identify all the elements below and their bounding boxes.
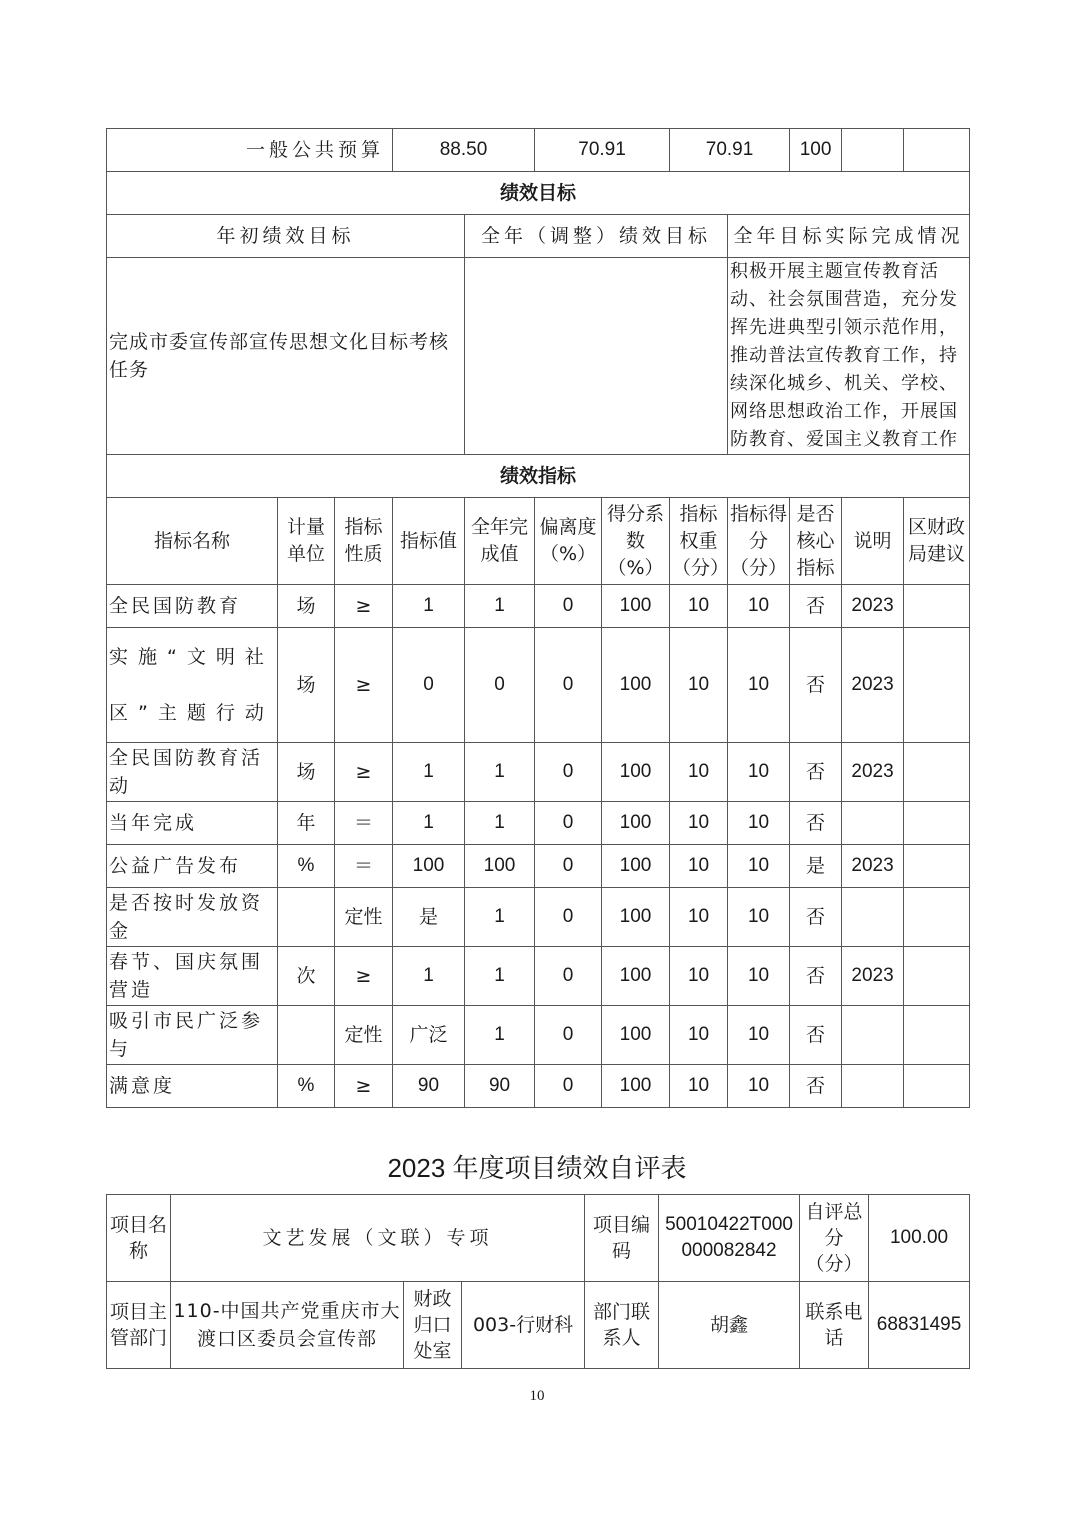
budget-value: 88.50: [393, 129, 535, 172]
indicator-cell: 0: [535, 802, 602, 845]
indicator-cell: 是: [790, 845, 842, 888]
indicator-cell: 年: [278, 802, 335, 845]
contact-label: 部门联系人: [585, 1282, 659, 1369]
indicator-cell: ＝: [335, 845, 393, 888]
indicator-cell: 0: [465, 628, 535, 743]
indicator-cell: [904, 743, 970, 802]
indicator-cell: 定性: [335, 888, 393, 947]
indicator-cell: [842, 802, 904, 845]
indicators-body: [107, 585, 970, 1108]
indicator-cell: 90: [465, 1065, 535, 1108]
indicator-cell: [278, 1006, 335, 1065]
indicator-cell: 2023: [842, 845, 904, 888]
indicator-name: 当年完成: [107, 802, 278, 845]
goals-header: 年初绩效目标: [107, 215, 465, 258]
goals-header: 全年目标实际完成情况: [728, 215, 970, 258]
indicator-cell: 100: [465, 845, 535, 888]
indicator-cell: 2023: [842, 628, 904, 743]
indicator-cell: 1: [465, 947, 535, 1006]
indicator-cell: [842, 1065, 904, 1108]
indicator-cell: ＝: [335, 802, 393, 845]
indicator-cell: 场: [278, 628, 335, 743]
indicator-cell: 100: [393, 845, 465, 888]
indicator-cell: 1: [465, 802, 535, 845]
self-score-label: 自评总分（分）: [800, 1195, 869, 1282]
indicator-cell: 0: [535, 1065, 602, 1108]
goals-header: 全年（调整）绩效目标: [465, 215, 728, 258]
indicator-cell: 10: [728, 845, 790, 888]
indicator-cell: [904, 585, 970, 628]
adjusted-goal: [465, 258, 728, 455]
project-info-table: [106, 1194, 970, 1369]
indicator-name: 吸引市民广泛参与: [107, 1006, 278, 1065]
budget-value: 70.91: [670, 129, 790, 172]
indicators-header-row: [107, 498, 970, 585]
indicator-cell: 10: [670, 1065, 728, 1108]
indicator-row: [107, 947, 970, 1006]
indicator-cell: [904, 1065, 970, 1108]
indicator-cell: 1: [393, 947, 465, 1006]
phone-label: 联系电话: [800, 1282, 869, 1369]
indicator-cell: 1: [393, 743, 465, 802]
indicator-name: 全民国防教育活动: [107, 743, 278, 802]
indicator-cell: 10: [670, 1006, 728, 1065]
indicator-header-cell: 指标性质: [335, 498, 393, 585]
indicator-cell: %: [278, 1065, 335, 1108]
indicator-cell: 否: [790, 888, 842, 947]
goals-section-title: 绩效目标: [107, 172, 970, 215]
actual-completion: 积极开展主题宣传教育活动、社会氛围营造，充分发挥先进典型引领示范作用，推动普法宣传教育工作，持续深化城乡、机关、学校、网络思想政治工作，开展国防教育、爱国主义教育工作: [728, 258, 970, 455]
indicator-header-cell: 偏离度（%）: [535, 498, 602, 585]
contact: 胡鑫: [659, 1282, 800, 1369]
indicator-cell: 否: [790, 585, 842, 628]
indicator-cell: 0: [535, 947, 602, 1006]
indicator-cell: 100: [602, 802, 670, 845]
indicator-cell: 0: [535, 585, 602, 628]
indicator-name: 是否按时发放资金: [107, 888, 278, 947]
budget-row: [107, 129, 970, 172]
performance-table: [106, 128, 970, 1108]
form-title: 2023 年度项目绩效自评表: [387, 1153, 687, 1183]
indicator-cell: ≥: [335, 628, 393, 743]
indicator-cell: 100: [602, 845, 670, 888]
indicator-cell: 10: [670, 628, 728, 743]
indicator-cell: 100: [602, 628, 670, 743]
finance-office-label: 财政归口处室: [404, 1282, 462, 1369]
indicator-name: 公益广告发布: [107, 845, 278, 888]
indicator-cell: 10: [670, 743, 728, 802]
indicator-row: [107, 1006, 970, 1065]
indicator-cell: 2023: [842, 743, 904, 802]
indicator-cell: 10: [728, 802, 790, 845]
indicator-cell: 10: [670, 802, 728, 845]
indicator-cell: 否: [790, 628, 842, 743]
indicator-cell: [278, 888, 335, 947]
indicator-cell: 0: [535, 845, 602, 888]
indicator-cell: [904, 845, 970, 888]
dept-label: 项目主管部门: [107, 1282, 171, 1369]
indicator-cell: 10: [728, 628, 790, 743]
indicator-cell: 10: [728, 888, 790, 947]
indicator-cell: 10: [670, 585, 728, 628]
indicator-header-cell: 是否核心指标: [790, 498, 842, 585]
indicator-cell: 10: [728, 743, 790, 802]
indicator-cell: 0: [393, 628, 465, 743]
indicator-cell: 否: [790, 743, 842, 802]
indicator-cell: 0: [535, 628, 602, 743]
indicator-name: 满意度: [107, 1065, 278, 1108]
indicator-cell: [904, 947, 970, 1006]
indicator-cell: 10: [728, 1065, 790, 1108]
indicator-cell: 100: [602, 888, 670, 947]
indicator-cell: 否: [790, 1065, 842, 1108]
indicator-row: [107, 585, 970, 628]
indicator-cell: 100: [602, 1006, 670, 1065]
indicator-header-cell: 计量单位: [278, 498, 335, 585]
indicator-name: 实施“文明社区”主题行动: [107, 628, 278, 743]
initial-goal: 完成市委宣传部宣传思想文化目标考核任务: [107, 258, 465, 455]
budget-value: 70.91: [535, 129, 670, 172]
budget-value: [842, 129, 904, 172]
indicator-cell: 定性: [335, 1006, 393, 1065]
indicator-cell: 0: [535, 743, 602, 802]
project-name-label: 项目名称: [107, 1195, 171, 1282]
indicator-cell: 90: [393, 1065, 465, 1108]
indicator-cell: 2023: [842, 947, 904, 1006]
indicator-cell: 10: [728, 947, 790, 1006]
indicator-cell: [904, 888, 970, 947]
indicator-cell: 场: [278, 743, 335, 802]
indicator-cell: 1: [465, 1006, 535, 1065]
indicator-header-cell: 全年完成值: [465, 498, 535, 585]
indicator-cell: [842, 1006, 904, 1065]
page-number: 10: [529, 1388, 545, 1404]
indicator-cell: 1: [393, 802, 465, 845]
indicator-cell: [842, 888, 904, 947]
budget-label: 一般公共预算: [107, 129, 393, 172]
indicator-header-cell: 指标得分（分）: [728, 498, 790, 585]
indicator-cell: 0: [535, 888, 602, 947]
indicator-cell: ≥: [335, 743, 393, 802]
indicator-cell: 10: [728, 585, 790, 628]
indicator-cell: ≥: [335, 947, 393, 1006]
indicator-cell: 100: [602, 1065, 670, 1108]
indicator-cell: 10: [728, 1006, 790, 1065]
indicator-cell: 次: [278, 947, 335, 1006]
indicator-row: [107, 845, 970, 888]
indicator-cell: 是: [393, 888, 465, 947]
indicator-cell: 10: [670, 888, 728, 947]
project-name: 文艺发展（文联）专项: [171, 1195, 585, 1282]
indicator-cell: [904, 802, 970, 845]
indicator-cell: 1: [465, 585, 535, 628]
indicator-cell: [904, 628, 970, 743]
indicator-cell: ≥: [335, 1065, 393, 1108]
indicator-cell: 场: [278, 585, 335, 628]
indicator-header-cell: 区财政局建议: [904, 498, 970, 585]
indicator-row: [107, 888, 970, 947]
indicator-header-cell: 指标名称: [107, 498, 278, 585]
indicator-cell: 1: [393, 585, 465, 628]
indicator-row: [107, 1065, 970, 1108]
indicator-cell: 1: [465, 743, 535, 802]
indicator-name: 春节、国庆氛围营造: [107, 947, 278, 1006]
indicator-cell: 2023: [842, 585, 904, 628]
budget-value: [904, 129, 970, 172]
finance-office: 003-行财科: [462, 1282, 585, 1369]
project-code-label: 项目编码: [585, 1195, 659, 1282]
indicator-cell: 广泛: [393, 1006, 465, 1065]
indicators-section-title: 绩效指标: [107, 455, 970, 498]
indicator-cell: 否: [790, 947, 842, 1006]
indicator-row: [107, 802, 970, 845]
indicator-header-cell: 指标值: [393, 498, 465, 585]
indicator-cell: 否: [790, 802, 842, 845]
indicator-cell: 0: [535, 1006, 602, 1065]
dept: 110-中国共产党重庆市大渡口区委员会宣传部: [171, 1282, 404, 1369]
indicator-cell: [904, 1006, 970, 1065]
budget-value: 100: [790, 129, 842, 172]
indicator-cell: 否: [790, 1006, 842, 1065]
indicator-header-cell: 说明: [842, 498, 904, 585]
indicator-header-cell: 得分系数（%）: [602, 498, 670, 585]
indicator-cell: ≥: [335, 585, 393, 628]
indicator-header-cell: 指标权重（分）: [670, 498, 728, 585]
indicator-cell: 10: [670, 947, 728, 1006]
indicator-cell: 100: [602, 743, 670, 802]
indicator-row: [107, 743, 970, 802]
indicator-cell: 10: [670, 845, 728, 888]
self-score: 100.00: [869, 1195, 970, 1282]
indicator-name: 全民国防教育: [107, 585, 278, 628]
phone: 68831495: [869, 1282, 970, 1369]
indicator-row: [107, 628, 970, 743]
indicator-cell: 100: [602, 585, 670, 628]
indicator-cell: %: [278, 845, 335, 888]
indicator-cell: 1: [465, 888, 535, 947]
project-code: 50010422T000000082842: [659, 1195, 800, 1282]
indicator-cell: 100: [602, 947, 670, 1006]
